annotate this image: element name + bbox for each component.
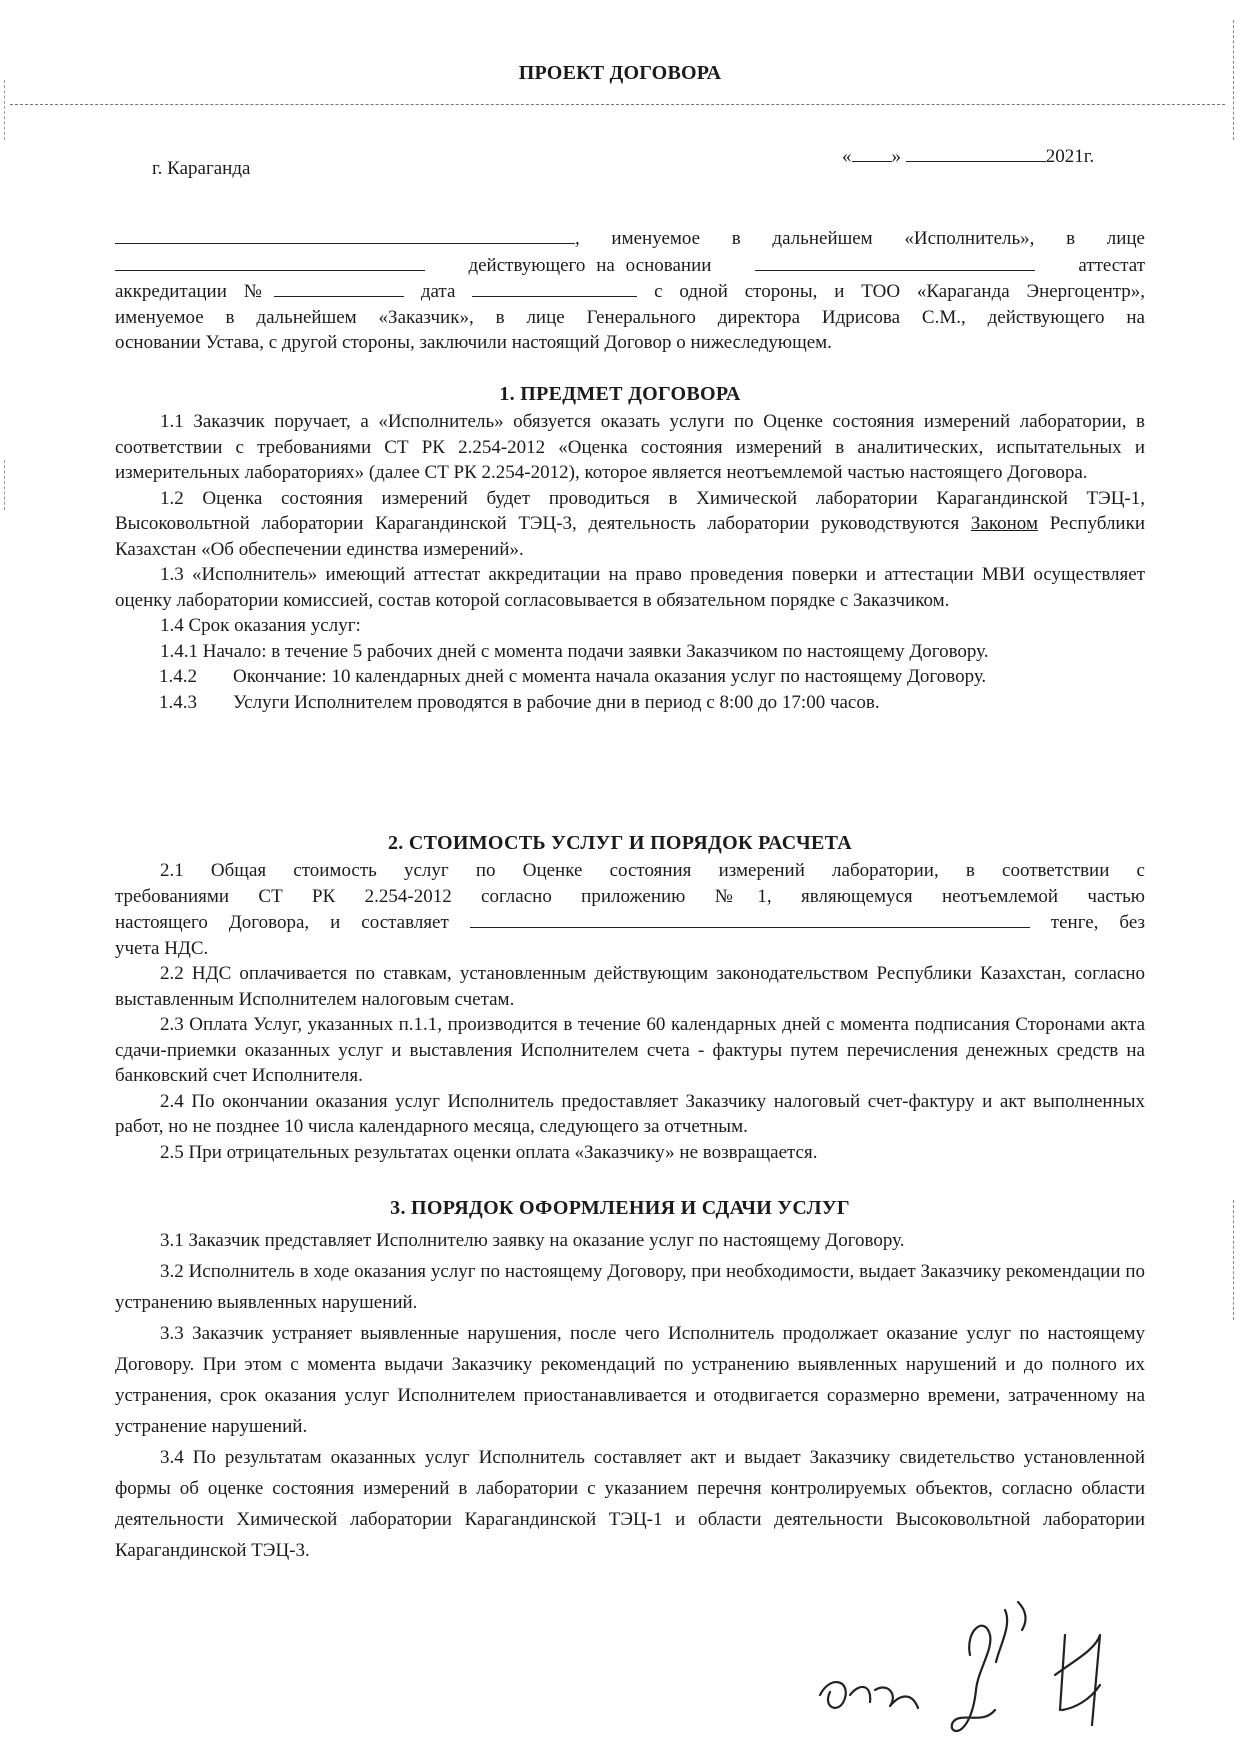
clause-text: Услуги Исполнителем проводятся в рабочие дни в период с 8:00 до 17:00 часов. xyxy=(233,691,880,713)
clause-number: 1.4.3 xyxy=(159,691,197,713)
clause-text: настоящего Договора, и составляет xyxy=(115,912,449,933)
section-1-body xyxy=(115,409,1145,715)
basis-blank xyxy=(755,252,1035,271)
document-title: ПРОЕКТ ДОГОВОРА xyxy=(518,62,722,84)
clause-1-4-3 xyxy=(115,690,1145,716)
section-3-body xyxy=(115,1225,1145,1566)
preamble-text: действующего на основании xyxy=(468,254,712,276)
preamble-line-4: именуемое в дальнейшем «Заказчик», в лице Генерального директора Идрисова С.М., действующего на xyxy=(115,306,1145,328)
preamble-text: аккредитации № xyxy=(115,281,274,302)
preamble-line-2 xyxy=(115,252,1145,279)
preamble-line-3 xyxy=(115,278,1145,305)
clause-2-2: 2.2 НДС оплачивается по ставкам, установленным действующим законодательством Республики Казахстан, согласно выставленным Исполнителем налоговым счетам. xyxy=(115,963,1145,1010)
handwritten-initials xyxy=(800,1590,1160,1740)
preamble-text: аттестат xyxy=(1078,254,1145,276)
clause-3-2: 3.2 Исполнитель в ходе оказания услуг по настоящему Договору, при необходимости, выдает Заказчику рекомендации по устранению выявленных нарушений. xyxy=(115,1261,1145,1313)
clause-1-1: 1.1 Заказчик поручает, а «Исполнитель» обязуется оказать услуги по Оценке состояния измерений лаборатории, в соответствии с требованиями СТ РК 2.254-2012 «Оценка состояния измерений в аналитических, испытательных и измерительных лабораториях» (далее СТ РК 2.254-2012), которое является неотъемлемой частью настоящего Договора. xyxy=(115,411,1145,483)
executor-name-blank xyxy=(115,225,575,244)
section-2-title: 2. СТОИМОСТЬ УСЛУГ И ПОРЯДОК РАСЧЕТА xyxy=(387,832,853,854)
representative-blank xyxy=(115,252,425,271)
section-1-title: 1. ПРЕДМЕТ ДОГОВОРА xyxy=(499,383,741,405)
clause-1-3: 1.3 «Исполнитель» имеющий аттестат аккредитации на право проведения поверки и аттестации МВИ осуществляет оценку лаборатории комиссией, состав которой согласовывается в обязательном порядке с Заказчиком. xyxy=(115,564,1145,611)
clause-1-4-2 xyxy=(115,664,1145,690)
month-blank xyxy=(906,143,1046,162)
clause-1-2 xyxy=(115,486,1145,563)
date-quote-close: » xyxy=(891,146,901,167)
clause-3-1: 3.1 Заказчик представляет Исполнителю заявку на оказание услуг по настоящему Договору. xyxy=(160,1230,905,1251)
amount-blank xyxy=(470,909,1030,928)
law-link[interactable]: Законом xyxy=(970,513,1038,534)
title-divider xyxy=(10,104,1225,105)
clause-text: Республики Казахстан «Об обеспечении единства измерений». xyxy=(115,513,1146,560)
clause-text: 1.2 Оценка состояния измерений будет проводиться в Химической лаборатории Карагандинской ТЭЦ-1, Высоковольтной лаборатории Карагандинской ТЭЦ-3, деятельность лаборатории руководствуются xyxy=(115,487,1145,534)
clause-3-3: 3.3 Заказчик устраняет выявленные нарушения, после чего Исполнитель продолжает оказание услуг по настоящему Договору. При этом с момента выдачи Заказчику рекомендаций по устранению выявленных нарушений и до полного их устранения, срок оказания услуг Исполнителем приостанавливается и отодвигается соразмерно времени, затраченному на устранение нарушений. xyxy=(115,1323,1145,1437)
clause-number: 1.4.2 xyxy=(159,666,197,687)
clause-2-5: 2.5 При отрицательных результатах оценки оплата «Заказчику» не возвращается. xyxy=(160,1141,818,1163)
clause-text: тенге, без xyxy=(1050,912,1146,933)
scan-edge-mark xyxy=(4,460,6,510)
preamble-line-5: основании Устава, с другой стороны, заключили настоящий Договор о нижеследующем. xyxy=(115,332,832,353)
scan-edge-mark xyxy=(4,80,6,140)
preamble xyxy=(115,225,1145,356)
day-blank xyxy=(852,143,892,162)
clause-2-4: 2.4 По окончании оказания услуг Исполнитель предоставляет Заказчику налоговый счет-фактуру и акт выполненных работ, но не позднее 10 числа календарного месяца, следующего за отчетным. xyxy=(115,1090,1145,1137)
contract-date xyxy=(842,143,1094,168)
section-3-title: 3. ПОРЯДОК ОФОРМЛЕНИЯ И СДАЧИ УСЛУГ xyxy=(390,1197,850,1219)
date-year: 2021г. xyxy=(1045,146,1095,167)
clause-3-4: 3.4 По результатам оказанных услуг Исполнитель составляет акт и выдает Заказчику свидетельство установленной формы об оценке состояния измерений в лаборатории с указанием перечня контролируемых объектов, согласно области деятельности Химической лаборатории Карагандинской ТЭЦ-1 и области деятельности Высоковольтной лаборатории Карагандинской ТЭЦ-3. xyxy=(115,1447,1145,1561)
clause-2-3: 2.3 Оплата Услуг, указанных п.1.1, производится в течение 60 календарных дней с момента подписания Сторонами акта сдачи-приемки оказанных услуг и выставления Исполнителем счета - фактуры путем перечисления денежных средств на банковский счет Исполнителя. xyxy=(115,1014,1145,1086)
accreditation-date-blank xyxy=(472,278,637,297)
clause-1-4-1: 1.4.1 Начало: в течение 5 рабочих дней с момента подачи заявки Заказчиком по настоящему Договору. xyxy=(160,640,989,662)
preamble-text: , именуемое в дальнейшем «Исполнитель», в лице xyxy=(575,228,1145,249)
clause-2-1-line: 2.1 Общая стоимость услуг по Оценке состояния измерений лаборатории, в соответствии с xyxy=(160,860,1145,881)
clause-2-1-line: требованиями СТ РК 2.254-2012 согласно приложению №1, являющемуся неотъемлемой частью xyxy=(115,885,1145,907)
clause-2-1-line: учета НДС. xyxy=(115,937,209,959)
clause-2-1-line xyxy=(115,909,1145,936)
section-2-body xyxy=(115,858,1145,1165)
date-quote-open: « xyxy=(842,146,852,167)
preamble-text: с одной стороны, и ТОО «Караганда Энергоцентр», xyxy=(654,281,1146,302)
clause-1-4: 1.4 Срок оказания услуг: xyxy=(160,615,361,636)
preamble-text: дата xyxy=(420,281,456,302)
preamble-line-1 xyxy=(115,225,1145,252)
accreditation-number-blank xyxy=(274,278,404,297)
clause-text: Окончание: 10 календарных дней с момента начала оказания услуг по настоящему Договору. xyxy=(233,666,987,687)
city-name: г. Караганда xyxy=(152,158,251,179)
